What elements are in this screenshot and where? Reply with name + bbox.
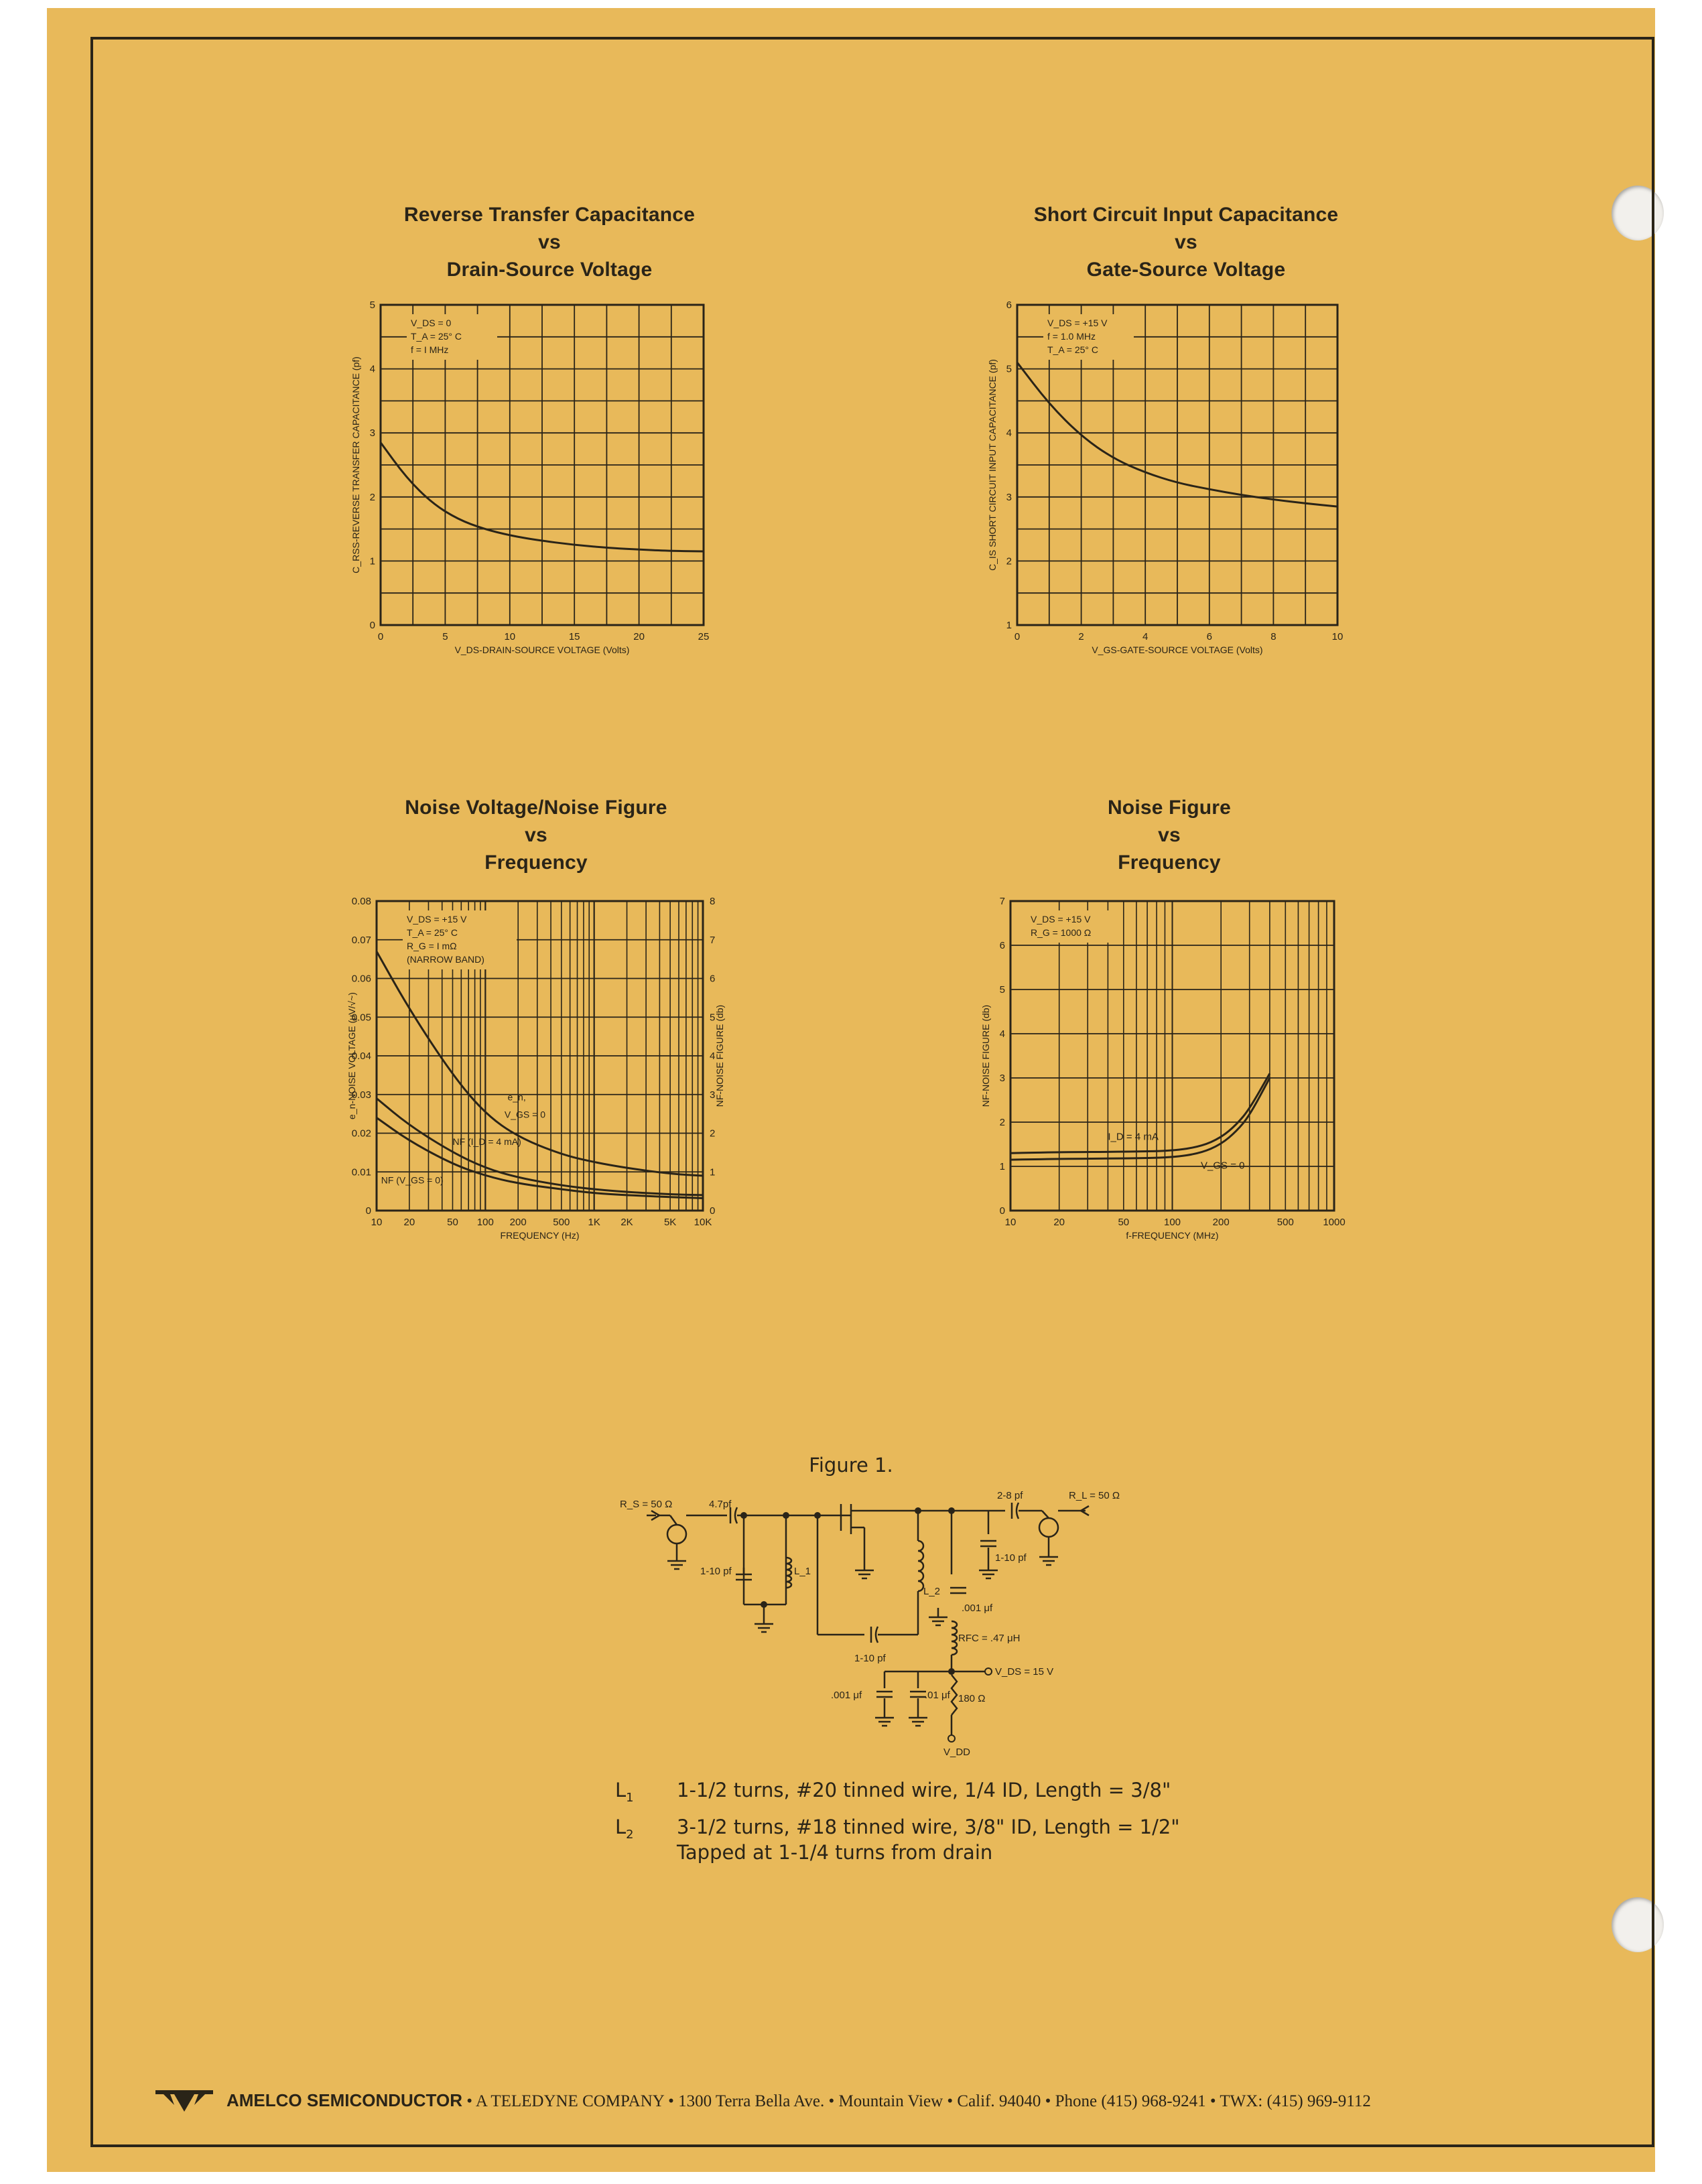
x-tick-label: 20 xyxy=(1053,1217,1065,1228)
x-tick-label: 10 xyxy=(1331,631,1344,642)
y-tick-label: 4 xyxy=(369,363,375,375)
y-tick-label: 1 xyxy=(369,555,375,567)
chart-3 xyxy=(346,896,725,1241)
component-label: 4.7pf xyxy=(709,1499,732,1510)
title-line: Reverse Transfer Capacitance xyxy=(403,204,696,226)
footer-text xyxy=(226,2090,1371,2111)
y-tick-label: 3 xyxy=(369,427,375,439)
annotation-text: V_DS = +15 V xyxy=(1047,318,1108,328)
y-axis-label: e_n-NOISE VOLTAGE (μV/√~) xyxy=(346,992,357,1119)
title-line: Noise Figure xyxy=(1107,797,1232,819)
curve-label: e_n, xyxy=(507,1091,526,1103)
title-line: vs xyxy=(525,824,547,846)
y-tick-label: 0.02 xyxy=(351,1128,371,1140)
annotation-text: R_G = 1000 Ω xyxy=(1031,927,1092,938)
x-tick-label: 4 xyxy=(1142,631,1149,642)
annotation-text: V_DS = +15 V xyxy=(407,914,467,925)
coil-l2-tap: Tapped at 1-1/4 turns from drain xyxy=(677,1841,993,1864)
title-line: Gate-Source Voltage xyxy=(1086,259,1286,281)
y-tick-label: 0.05 xyxy=(351,1012,371,1024)
x-tick-label: 10 xyxy=(371,1217,383,1228)
series-curve xyxy=(377,1117,703,1198)
x-tick-label: 10 xyxy=(1004,1217,1017,1228)
x-axis-label: FREQUENCY (Hz) xyxy=(500,1230,580,1241)
title-line: vs xyxy=(538,231,561,253)
x-tick-label: 10 xyxy=(504,631,516,642)
title-line: Short Circuit Input Capacitance xyxy=(1033,204,1339,226)
y-tick-label: 0.03 xyxy=(351,1089,371,1101)
y-tick-label: 0.04 xyxy=(351,1050,371,1062)
x-tick-label: 20 xyxy=(403,1217,415,1228)
series-curve xyxy=(377,951,703,1176)
x-tick-label: 100 xyxy=(1163,1217,1181,1228)
x-tick-label: 2 xyxy=(1078,631,1084,642)
title-line: vs xyxy=(1158,824,1181,846)
y-tick-label: 5 xyxy=(369,299,375,311)
chart-2 xyxy=(987,299,1343,655)
annotation-text: V_DS = 0 xyxy=(411,318,452,328)
title-line: Noise Voltage/Noise Figure xyxy=(405,797,667,819)
x-tick-label: 10K xyxy=(694,1217,712,1228)
component-label: 1-10 pf xyxy=(700,1566,732,1577)
y-tick-label: 0.07 xyxy=(351,934,371,946)
y-axis-label: C_IS SHORT CIRCUIT INPUT CAPACITANCE (pf) xyxy=(987,359,998,571)
annotation-text: f = I MHz xyxy=(411,344,449,355)
figure-title: Figure 1. xyxy=(809,1454,893,1477)
component-label: .01 μf xyxy=(925,1690,950,1701)
x-tick-label: 500 xyxy=(1276,1217,1294,1228)
x-tick-label: 5 xyxy=(442,631,448,642)
x-tick-label: 5K xyxy=(663,1217,677,1228)
coil-l2-label: $L_2$ xyxy=(615,1816,634,1842)
y-tick-label: 6 xyxy=(999,940,1005,951)
annotation-text: T_A = 25° C xyxy=(407,927,458,938)
annotation-text: R_G = I mΩ xyxy=(407,941,457,951)
y-tick-label: 0.08 xyxy=(351,896,371,907)
y2-tick-label: 5 xyxy=(710,1012,716,1024)
annotation-text: T_A = 25° C xyxy=(411,331,462,342)
component-label: 1-10 pf xyxy=(854,1653,886,1664)
x-tick-label: 1000 xyxy=(1323,1217,1346,1228)
chart-4 xyxy=(980,896,1346,1241)
component-label: V_DS = 15 V xyxy=(995,1666,1054,1678)
y2-tick-label: 2 xyxy=(710,1128,716,1140)
y-tick-label: 1 xyxy=(999,1161,1005,1172)
y-tick-label: 5 xyxy=(1006,363,1012,375)
x-tick-label: 50 xyxy=(1118,1217,1130,1228)
component-label: .001 μf xyxy=(962,1602,993,1614)
y-tick-label: 3 xyxy=(999,1073,1005,1084)
y-tick-label: 5 xyxy=(999,984,1005,996)
y2-tick-label: 4 xyxy=(710,1050,716,1062)
curve-label: I_D = 4 mA xyxy=(1108,1131,1159,1143)
y-axis-label: NF-NOISE FIGURE (db) xyxy=(980,1004,991,1107)
y-tick-label: 4 xyxy=(1006,427,1012,439)
x-tick-label: 200 xyxy=(1212,1217,1230,1228)
coil-l2-text: 3-1/2 turns, #18 tinned wire, 3/8" ID, Length = 1/2" xyxy=(677,1816,1180,1838)
footer xyxy=(154,2090,1588,2124)
component-label: R_S = 50 Ω xyxy=(620,1499,673,1510)
x-tick-label: 2K xyxy=(620,1217,633,1228)
x-tick-label: 8 xyxy=(1270,631,1276,642)
y-tick-label: 0.06 xyxy=(351,973,371,985)
x-tick-label: 20 xyxy=(633,631,645,642)
y2-tick-label: 6 xyxy=(710,973,716,985)
coil-l1-text: 1-1/2 turns, #20 tinned wire, 1/4 ID, Length = 3/8" xyxy=(677,1779,1171,1801)
title-line: Frequency xyxy=(484,851,588,874)
footer-address: • A TELEDYNE COMPANY • 1300 Terra Bella Ave. • Mountain View • Calif. 94040 • Phone (415) 968-9241 • TWX: (415) 969-9112 xyxy=(462,2092,1371,2110)
x-tick-label: 50 xyxy=(447,1217,458,1228)
x-axis-label: V_DS-DRAIN-SOURCE VOLTAGE (Volts) xyxy=(454,644,630,655)
y-tick-label: 2 xyxy=(369,491,375,503)
component-label: L_1 xyxy=(794,1566,811,1577)
y-tick-label: 2 xyxy=(1006,555,1012,567)
component-label: 180 Ω xyxy=(958,1693,986,1704)
chart-1 xyxy=(350,299,709,655)
x-tick-label: 100 xyxy=(476,1217,494,1228)
component-label: .001 μf xyxy=(831,1690,862,1701)
x-axis-label: V_GS-GATE-SOURCE VOLTAGE (Volts) xyxy=(1092,644,1263,655)
x-tick-label: 0 xyxy=(1014,631,1021,642)
curve-label: NF (I_D = 4 mA) xyxy=(452,1136,521,1147)
y-tick-label: 1 xyxy=(1006,620,1012,631)
y-tick-label: 6 xyxy=(1006,299,1012,311)
x-tick-label: 200 xyxy=(509,1217,527,1228)
y-tick-label: 4 xyxy=(999,1028,1005,1040)
y-tick-label: 2 xyxy=(999,1117,1005,1128)
x-tick-label: 6 xyxy=(1206,631,1212,642)
component-label: R_L = 50 Ω xyxy=(1069,1490,1120,1501)
x-axis-label: f-FREQUENCY (MHz) xyxy=(1126,1230,1219,1241)
x-tick-label: 0 xyxy=(377,631,384,642)
title-line: Frequency xyxy=(1118,851,1221,874)
component-label: RFC = .47 μH xyxy=(958,1633,1021,1644)
component-label: L_2 xyxy=(923,1586,941,1597)
y-tick-label: 0 xyxy=(999,1205,1005,1217)
series-curve xyxy=(1010,1078,1270,1160)
annotation-text: (NARROW BAND) xyxy=(407,954,484,965)
x-tick-label: 500 xyxy=(553,1217,570,1228)
component-label: 1-10 pf xyxy=(995,1552,1027,1564)
y2-tick-label: 1 xyxy=(710,1166,716,1178)
y2-tick-label: 3 xyxy=(710,1089,716,1101)
y-tick-label: 0 xyxy=(369,620,375,631)
x-tick-label: 15 xyxy=(568,631,580,642)
annotation-text: V_DS = +15 V xyxy=(1031,914,1091,925)
coil-l1-label: $L_1$ xyxy=(615,1779,634,1805)
y-tick-label: 0 xyxy=(365,1205,371,1217)
y-tick-label: 3 xyxy=(1006,491,1012,503)
title-line: Drain-Source Voltage xyxy=(446,259,653,281)
x-tick-label: 25 xyxy=(698,631,710,642)
x-tick-label: 1K xyxy=(588,1217,600,1228)
y2-tick-label: 7 xyxy=(710,934,716,946)
y-tick-label: 7 xyxy=(999,896,1005,907)
y2-tick-label: 0 xyxy=(710,1205,716,1217)
curve-label: V_GS = 0 xyxy=(504,1109,546,1120)
footer-brand: AMELCO SEMICONDUCTOR xyxy=(226,2090,462,2110)
y2-axis-label: NF-NOISE FIGURE (db) xyxy=(714,1004,725,1107)
annotation-text: f = 1.0 MHz xyxy=(1047,331,1096,342)
component-label: 2-8 pf xyxy=(997,1490,1023,1501)
annotation-text: T_A = 25° C xyxy=(1047,344,1099,355)
title-line: vs xyxy=(1175,231,1197,253)
y-tick-label: 0.01 xyxy=(351,1166,371,1178)
component-label: V_DD xyxy=(943,1747,971,1758)
teledyne-logo-icon xyxy=(154,2085,214,2114)
curve-label: NF (V_GS = 0) xyxy=(381,1174,444,1186)
y2-tick-label: 8 xyxy=(710,896,716,907)
curve-label: V_GS = 0 xyxy=(1201,1160,1245,1172)
y-axis-label: C_RSS-REVERSE TRANSFER CAPACITANCE (pf) xyxy=(350,356,361,573)
